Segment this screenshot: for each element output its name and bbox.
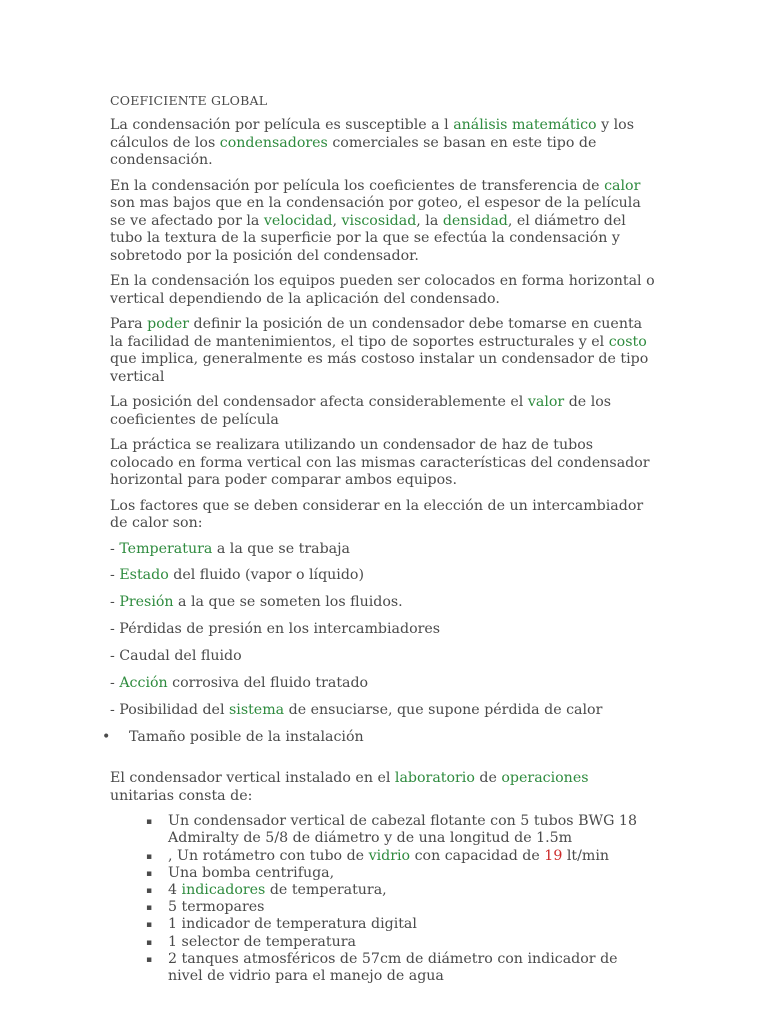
paragraph bbox=[110, 273, 655, 308]
factor-item bbox=[110, 675, 655, 693]
text-run: En la condensación los equipos pueden ser colocados en forma horizontal o vertical dependiendo de la aplicación del condensado. bbox=[110, 273, 655, 307]
paragraph bbox=[110, 498, 655, 533]
closing-paragraph bbox=[110, 770, 655, 805]
square-bullet-icon: ▪ bbox=[146, 817, 153, 828]
text-run: - Caudal del fluido bbox=[110, 648, 242, 665]
text-run: de los coeficientes de película bbox=[110, 394, 612, 428]
factor-item bbox=[110, 702, 655, 720]
square-bullet-icon: ▪ bbox=[146, 937, 153, 948]
text-run: corrosiva del fluido tratado bbox=[167, 674, 369, 691]
text-run: - Posibilidad del bbox=[110, 701, 229, 718]
list-item bbox=[110, 865, 655, 882]
paragraph bbox=[110, 316, 655, 386]
text-run: y los cálculos de los bbox=[110, 117, 634, 151]
text-run: definir la posición de un condensador debe tomarse en cuenta la facilidad de mantenimientos, el tipo de soportes estructurales y el bbox=[110, 316, 643, 350]
inline-link[interactable]: valor bbox=[527, 394, 565, 410]
text-run: - bbox=[110, 594, 120, 611]
text-run: son mas bajos que en la condensación por goteo, el espesor de la película se ve afectado por la bbox=[110, 195, 641, 229]
text-run: 1 indicador de temperatura digital bbox=[168, 916, 417, 933]
inline-link[interactable]: poder bbox=[147, 316, 190, 332]
text-run: La posición del condensador afecta considerablemente el bbox=[110, 394, 528, 410]
paragraph bbox=[110, 178, 655, 266]
square-bullet-icon: ▪ bbox=[146, 886, 153, 897]
inline-link[interactable]: laboratorio bbox=[394, 770, 475, 787]
inline-link[interactable]: vidrio bbox=[368, 847, 411, 864]
text-run: En la condensación por película los coeficientes de transferencia de bbox=[110, 177, 605, 194]
square-bullet-icon: ▪ bbox=[146, 920, 153, 931]
text-run: Para bbox=[110, 316, 148, 332]
factor-item bbox=[110, 648, 655, 666]
list-item bbox=[110, 813, 655, 847]
text-run: - bbox=[110, 674, 120, 691]
paragraph bbox=[110, 394, 655, 429]
inline-link[interactable]: velocidad bbox=[263, 212, 333, 229]
inline-link[interactable]: Temperatura bbox=[119, 540, 213, 557]
factor-item bbox=[110, 594, 655, 612]
text-run: que implica, generalmente es más costoso instalar un condensador de tipo vertical bbox=[110, 351, 649, 385]
highlight-number: 19 bbox=[544, 847, 563, 864]
text-run: con capacidad de bbox=[410, 847, 545, 864]
inline-link[interactable]: condensadores bbox=[219, 134, 328, 151]
list-item bbox=[110, 916, 655, 933]
list-item bbox=[110, 848, 655, 865]
list-item bbox=[110, 899, 655, 916]
inline-link[interactable]: costo bbox=[608, 333, 647, 350]
text-run: , Un rotámetro con tubo de bbox=[168, 847, 369, 864]
text-run: a la que se someten los fluidos. bbox=[173, 594, 403, 611]
factor-list bbox=[110, 541, 655, 720]
text-run: , la bbox=[416, 212, 443, 229]
text-run: 2 tanques atmosféricos de 57cm de diámetro con indicador de nivel de vidrio para el manejo de agua bbox=[168, 950, 618, 985]
text-run: Un condensador vertical de cabezal flotante con 5 tubos BWG 18 Admiralty de 5/8 de diámetro y de una longitud de 1.5m bbox=[168, 813, 637, 847]
text-run: 5 termopares bbox=[168, 899, 265, 916]
text-run: 4 bbox=[168, 882, 182, 899]
inline-link[interactable]: sistema bbox=[229, 701, 285, 718]
text-run: a la que se trabaja bbox=[212, 540, 350, 557]
paragraph-list bbox=[110, 117, 655, 533]
inline-link[interactable]: análisis matemático bbox=[453, 117, 597, 133]
text-run: , el diámetro del tubo la textura de la superficie por la que se efectúa la condensación y sobretodo por la posición del condensador. bbox=[110, 212, 626, 264]
square-bullet-icon: ▪ bbox=[146, 868, 153, 879]
inline-link[interactable]: Acción bbox=[119, 674, 168, 691]
text-run: comerciales se basan en este tipo de condensación. bbox=[110, 134, 597, 168]
factor-item bbox=[110, 541, 655, 559]
list-item bbox=[110, 934, 655, 951]
text-run: El condensador vertical instalado en el bbox=[110, 770, 395, 787]
list-item bbox=[110, 882, 655, 899]
text-run: La práctica se realizara utilizando un condensador de haz de tubos colocado en forma vertical con las mismas características del condensador horizontal para poder comparar ambos equipos. bbox=[110, 437, 650, 488]
text-run: de bbox=[474, 770, 502, 787]
document-body bbox=[102, 92, 655, 985]
text-run: Una bomba centrifuga, bbox=[168, 864, 335, 881]
equipment-list bbox=[110, 813, 655, 985]
list-item bbox=[110, 951, 655, 985]
factor-item bbox=[110, 567, 655, 585]
text-run: unitarias consta de: bbox=[110, 787, 253, 804]
square-bullet-icon: ▪ bbox=[146, 851, 153, 862]
factor-item bbox=[110, 621, 655, 639]
text-run: , bbox=[332, 212, 342, 229]
text-run: de ensuciarse, que supone pérdida de calor bbox=[284, 701, 603, 718]
square-bullet-icon: ▪ bbox=[146, 954, 153, 965]
paragraph bbox=[110, 437, 655, 490]
text-run: - bbox=[110, 567, 120, 584]
inline-link[interactable]: Presión bbox=[119, 594, 174, 611]
inline-link[interactable]: calor bbox=[604, 177, 641, 194]
square-bullet-icon: ▪ bbox=[146, 903, 153, 914]
inline-link[interactable]: operaciones bbox=[501, 770, 589, 787]
text-run: Los factores que se deben considerar en la elección de un intercambiador de calor son: bbox=[110, 497, 644, 531]
text-run: de temperatura, bbox=[265, 882, 387, 899]
inline-link[interactable]: Estado bbox=[119, 567, 169, 584]
text-run: 1 selector de temperatura bbox=[168, 933, 356, 950]
bullet-item bbox=[102, 728, 655, 747]
bullet-dot: • bbox=[102, 728, 111, 745]
bullet-item-text: Tamaño posible de la instalación bbox=[129, 728, 364, 745]
inline-link[interactable]: densidad bbox=[442, 212, 508, 229]
text-run: - Pérdidas de presión en los intercambiadores bbox=[110, 621, 441, 638]
text-run: del fluido (vapor o líquido) bbox=[168, 567, 365, 584]
document-title: COEFICIENTE GLOBAL bbox=[110, 93, 268, 108]
paragraph bbox=[110, 117, 655, 170]
inline-link[interactable]: viscosidad bbox=[341, 212, 417, 229]
text-run: lt/min bbox=[562, 847, 610, 864]
text-run: La condensación por película es susceptible a l bbox=[110, 117, 454, 133]
inline-link[interactable]: indicadores bbox=[181, 882, 266, 899]
text-run: - bbox=[110, 540, 120, 557]
